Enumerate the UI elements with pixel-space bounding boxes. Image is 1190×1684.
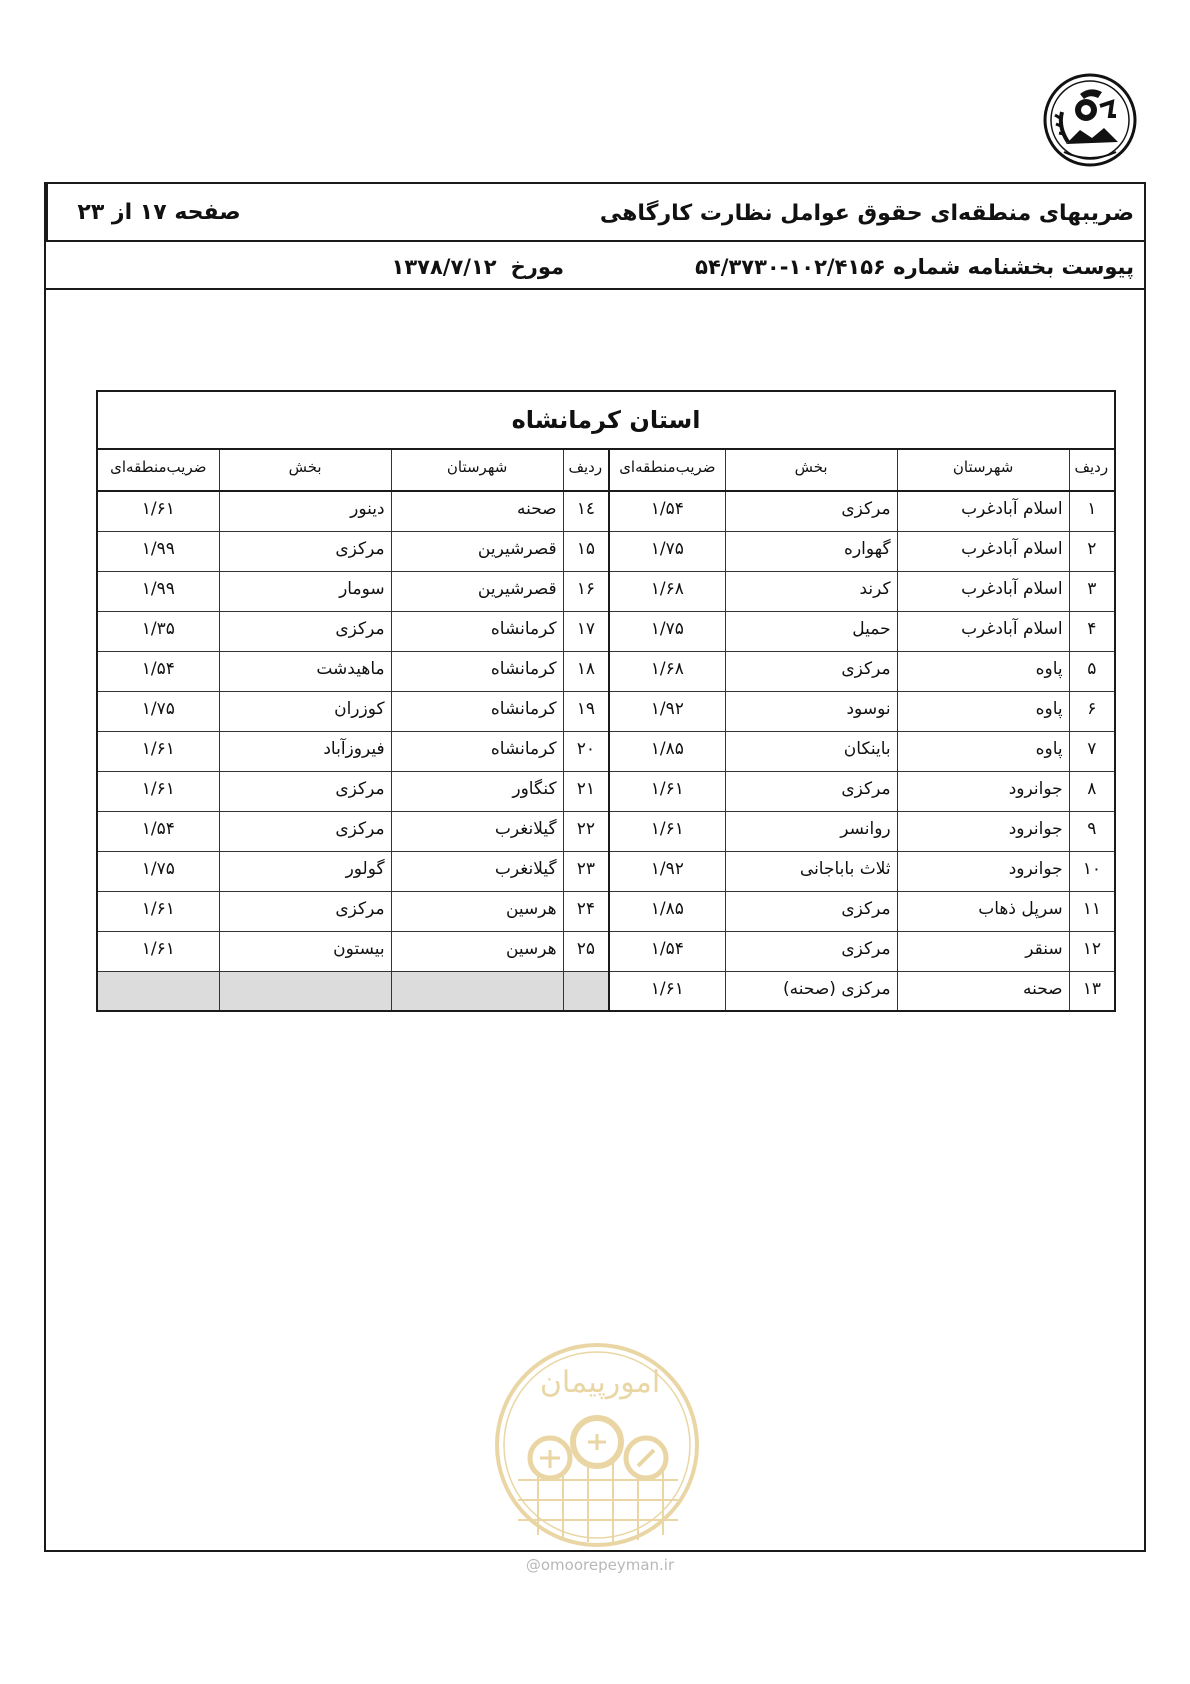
table-row	[97, 971, 1115, 1011]
right-city-cell: پاوه	[897, 691, 1069, 731]
empty-cell	[391, 971, 563, 1011]
table-row	[97, 931, 1115, 971]
right-city-cell: سنقر	[897, 931, 1069, 971]
right-row-cell: ۱	[1069, 491, 1115, 531]
right-city-cell: جوانرود	[897, 811, 1069, 851]
right-part-cell: حمیل	[725, 611, 897, 651]
right-row-cell: ۴	[1069, 611, 1115, 651]
left-row-cell: ۲۴	[563, 891, 609, 931]
right-coef-cell: ۱/۷۵	[609, 531, 725, 571]
header-annex-row	[46, 242, 1144, 290]
province-coefficient-table	[96, 390, 1116, 1012]
left-part-cell: سومار	[219, 571, 391, 611]
right-city-cell: اسلام آبادغرب	[897, 571, 1069, 611]
table-row	[97, 811, 1115, 851]
left-part-cell: مرکزی	[219, 531, 391, 571]
organization-seal-logo	[1040, 72, 1140, 168]
col-header-city: شهرستان	[391, 449, 563, 491]
table-row	[97, 491, 1115, 531]
right-row-cell: ۱۱	[1069, 891, 1115, 931]
right-city-cell: اسلام آبادغرب	[897, 491, 1069, 531]
left-coef-cell: ۱/۶۱	[97, 771, 219, 811]
right-part-cell: نوسود	[725, 691, 897, 731]
left-city-cell: کرمانشاه	[391, 651, 563, 691]
column-header-row	[97, 449, 1115, 491]
right-row-cell: ۳	[1069, 571, 1115, 611]
left-coef-cell: ۱/۷۵	[97, 691, 219, 731]
right-part-cell: مرکزی	[725, 771, 897, 811]
left-row-cell: ۲۰	[563, 731, 609, 771]
left-city-cell: کرمانشاه	[391, 691, 563, 731]
right-row-cell: ۷	[1069, 731, 1115, 771]
page-number: صفحه ۱۷ از ۲۳	[46, 184, 270, 240]
table-row	[97, 731, 1115, 771]
right-coef-cell: ۱/۶۱	[609, 971, 725, 1011]
left-coef-cell: ۱/۹۹	[97, 571, 219, 611]
right-part-cell: مرکزی (صحنه)	[725, 971, 897, 1011]
right-city-cell: جوانرود	[897, 771, 1069, 811]
right-coef-cell: ۱/۵۴	[609, 491, 725, 531]
col-header-coef: ضریب‌منطقه‌ای	[97, 449, 219, 491]
table-row	[97, 771, 1115, 811]
right-part-cell: کرند	[725, 571, 897, 611]
right-coef-cell: ۱/۷۵	[609, 611, 725, 651]
left-part-cell: گولور	[219, 851, 391, 891]
left-row-cell: ۱۹	[563, 691, 609, 731]
left-coef-cell: ۱/۶۱	[97, 491, 219, 531]
watermark-brand-text: امورپیمان	[539, 1365, 661, 1400]
right-city-cell: جوانرود	[897, 851, 1069, 891]
left-part-cell: مرکزی	[219, 771, 391, 811]
left-row-cell: ۱۷	[563, 611, 609, 651]
right-coef-cell: ۱/۶۸	[609, 571, 725, 611]
left-coef-cell: ۱/۶۱	[97, 891, 219, 931]
left-city-cell: قصرشیرین	[391, 531, 563, 571]
right-part-cell: ثلاث باباجانی	[725, 851, 897, 891]
empty-cell	[563, 971, 609, 1011]
watermark-site: @omoorepeyman.ir	[525, 1556, 675, 1574]
left-city-cell: کرمانشاه	[391, 611, 563, 651]
col-header-row: ردیف	[563, 449, 609, 491]
left-part-cell: مرکزی	[219, 811, 391, 851]
table-row	[97, 531, 1115, 571]
right-row-cell: ۹	[1069, 811, 1115, 851]
right-row-cell: ۸	[1069, 771, 1115, 811]
left-city-cell: هرسین	[391, 931, 563, 971]
empty-cell	[219, 971, 391, 1011]
left-row-cell: ۲۱	[563, 771, 609, 811]
right-part-cell: گهواره	[725, 531, 897, 571]
right-row-cell: ۱۲	[1069, 931, 1115, 971]
left-city-cell: گیلانغرب	[391, 851, 563, 891]
right-coef-cell: ۱/۵۴	[609, 931, 725, 971]
left-city-cell: صحنه	[391, 491, 563, 531]
right-row-cell: ۱۰	[1069, 851, 1115, 891]
left-row-cell: ۱۸	[563, 651, 609, 691]
left-coef-cell: ۱/۶۱	[97, 931, 219, 971]
table-row	[97, 611, 1115, 651]
left-city-cell: هرسین	[391, 891, 563, 931]
right-part-cell: روانسر	[725, 811, 897, 851]
left-row-cell: ۲۵	[563, 931, 609, 971]
left-part-cell: مرکزی	[219, 891, 391, 931]
right-city-cell: پاوه	[897, 651, 1069, 691]
right-coef-cell: ۱/۶۸	[609, 651, 725, 691]
date-prefix: مورخ	[510, 255, 564, 279]
right-coef-cell: ۱/۶۱	[609, 811, 725, 851]
left-coef-cell: ۱/۵۴	[97, 811, 219, 851]
right-row-cell: ۵	[1069, 651, 1115, 691]
right-part-cell: مرکزی	[725, 891, 897, 931]
table-row	[97, 851, 1115, 891]
left-part-cell: ماهیدشت	[219, 651, 391, 691]
col-header-coef: ضریب‌منطقه‌ای	[609, 449, 725, 491]
left-row-cell: ۲۲	[563, 811, 609, 851]
right-part-cell: مرکزی	[725, 651, 897, 691]
right-part-cell: مرکزی	[725, 931, 897, 971]
right-row-cell: ۲	[1069, 531, 1115, 571]
watermark-logo	[488, 1330, 706, 1560]
left-coef-cell: ۱/۷۵	[97, 851, 219, 891]
document-title: ضریبهای منطقه‌ای حقوق عوامل نظارت کارگاهی	[599, 201, 1134, 226]
left-city-cell: گیلانغرب	[391, 811, 563, 851]
left-part-cell: دینور	[219, 491, 391, 531]
left-row-cell: ۱۶	[563, 571, 609, 611]
left-part-cell: بیستون	[219, 931, 391, 971]
col-header-row: ردیف	[1069, 449, 1115, 491]
table-row	[97, 891, 1115, 931]
right-row-cell: ۶	[1069, 691, 1115, 731]
right-city-cell: اسلام آبادغرب	[897, 611, 1069, 651]
left-part-cell: کوزران	[219, 691, 391, 731]
right-city-cell: سرپل ذهاب	[897, 891, 1069, 931]
left-coef-cell: ۱/۶۱	[97, 731, 219, 771]
right-coef-cell: ۱/۶۱	[609, 771, 725, 811]
col-header-part: بخش	[219, 449, 391, 491]
table-row	[97, 651, 1115, 691]
right-coef-cell: ۱/۹۲	[609, 851, 725, 891]
right-coef-cell: ۱/۸۵	[609, 891, 725, 931]
annex-date	[392, 242, 564, 292]
right-coef-cell: ۱/۹۲	[609, 691, 725, 731]
table-row	[97, 691, 1115, 731]
empty-cell	[97, 971, 219, 1011]
col-header-city: شهرستان	[897, 449, 1069, 491]
right-part-cell: مرکزی	[725, 491, 897, 531]
col-header-part: بخش	[725, 449, 897, 491]
annex-reference: پیوست بخشنامه شماره ۱۰۲/۴۱۵۶-۵۴/۳۷۳۰	[695, 255, 1134, 279]
left-coef-cell: ۱/۳۵	[97, 611, 219, 651]
date-value: ۱۳۷۸/۷/۱۲	[391, 255, 497, 279]
left-row-cell: ۲۳	[563, 851, 609, 891]
right-city-cell: پاوه	[897, 731, 1069, 771]
right-part-cell: باینکان	[725, 731, 897, 771]
right-row-cell: ۱۳	[1069, 971, 1115, 1011]
left-coef-cell: ۱/۵۴	[97, 651, 219, 691]
left-row-cell: ١٤	[563, 491, 609, 531]
table-row	[97, 571, 1115, 611]
right-city-cell: اسلام آبادغرب	[897, 531, 1069, 571]
left-city-cell: قصرشیرین	[391, 571, 563, 611]
right-coef-cell: ۱/۸۵	[609, 731, 725, 771]
left-row-cell: ۱۵	[563, 531, 609, 571]
left-part-cell: مرکزی	[219, 611, 391, 651]
left-part-cell: فیروزآباد	[219, 731, 391, 771]
left-coef-cell: ۱/۹۹	[97, 531, 219, 571]
header-title-row	[46, 184, 1144, 242]
left-city-cell: کرمانشاه	[391, 731, 563, 771]
right-city-cell: صحنه	[897, 971, 1069, 1011]
table-title: استان کرمانشاه	[97, 391, 1115, 449]
left-city-cell: کنگاور	[391, 771, 563, 811]
